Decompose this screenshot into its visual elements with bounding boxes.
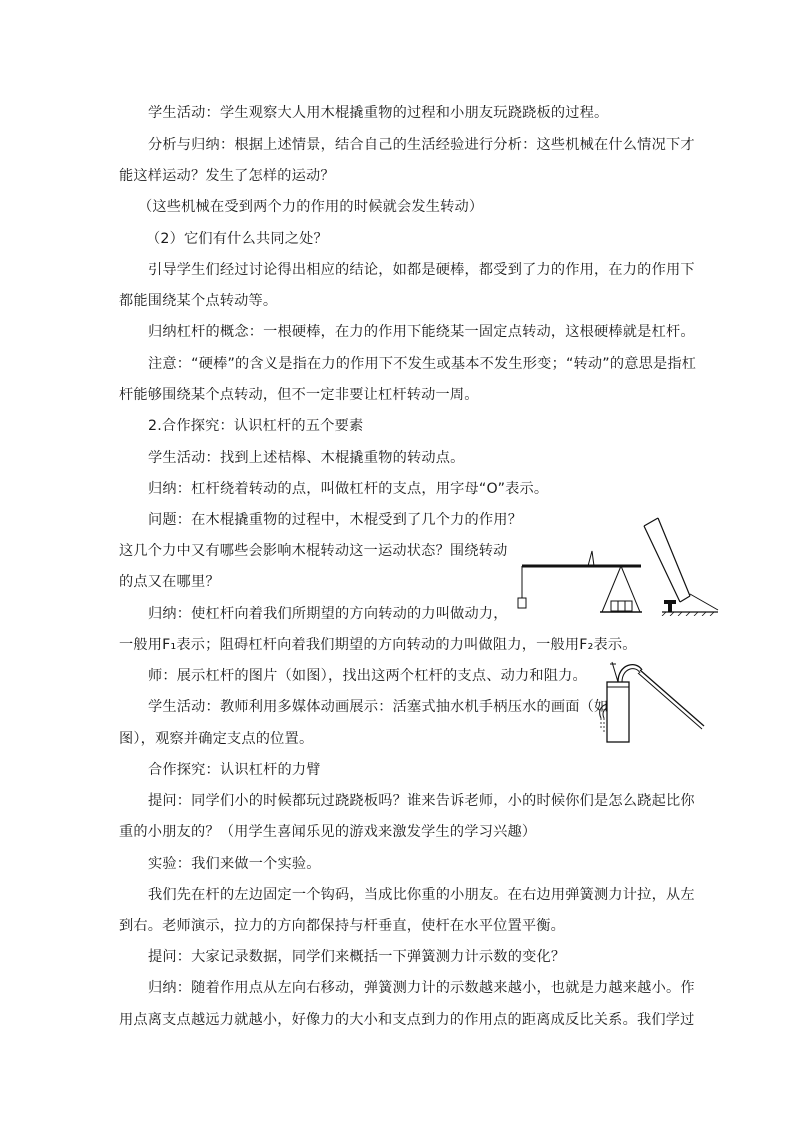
paragraph-guide-line2: 都能围绕某个点转动等。 — [119, 293, 278, 309]
paragraph-note-line2: 杆能够围绕某个点转动，但不一定非要让杠杆转动一周。 — [119, 387, 479, 403]
paragraph-conclusion-line2: 用点离支点越远力就越小，好像力的大小和支点到力的作用点的距离成反比关系。我们学过 — [119, 1012, 695, 1028]
paragraph-experiment-setup-line2: 到右。老师演示，拉力的方向都保持与杆垂直，使杆在水平位置平衡。 — [119, 918, 566, 934]
paragraph-analysis-line1: 分析与归纳：根据上述情景，结合自己的生活经验进行分析：这些机械在什么情况下才 — [148, 137, 695, 153]
paragraph-question-forces-line2: 这几个力中又有哪些会影响木棍转动这一运动状态？围绕转动 — [119, 543, 508, 559]
crowbar-figure — [638, 514, 724, 616]
paragraph-seesaw-question-line2: 重的小朋友的？（用学生喜闻乐见的游戏来激发学生的学习兴趣） — [119, 824, 537, 840]
paragraph-fulcrum-definition: 归纳：杠杆绕着转动的点，叫做杠杆的支点，用字母“O”表示。 — [148, 481, 549, 497]
paragraph-experiment: 实验：我们来做一个实验。 — [148, 856, 321, 872]
paragraph-teacher-show: 师：展示杠杆的图片（如图），找出这两个杠杆的支点、动力和阻力。 — [148, 668, 587, 684]
paragraph-question-forces: 问题：在木棍撬重物的过程中，木棍受到了几个力的作用？ — [148, 512, 523, 528]
water-pump-drawing — [592, 654, 712, 744]
paragraph-effort-definition: 归纳：使杠杆向着我们所期望的方向转动的力叫做动力， — [148, 606, 508, 622]
paragraph-guide-line1: 引导学生们经过讨论得出相应的结论，如都是硬棒，都受到了力的作用，在力的作用下 — [148, 262, 695, 278]
paragraph-question-common: （2）它们有什么共同之处？ — [146, 231, 328, 247]
paragraph-answer-two-forces: （这些机械在受到两个力的作用的时候就会发生转动） — [138, 199, 484, 215]
paragraph-note-line1: 注意：“硬棒”的含义是指在力的作用下不发生或基本不发生形变；“转动”的意思是指杠 — [148, 356, 697, 372]
paragraph-find-pivot: 学生活动：找到上述桔槔、木棍撬重物的转动点。 — [148, 450, 465, 466]
paragraph-analysis-line2: 能这样运动？发生了怎样的运动？ — [119, 168, 335, 184]
paragraph-lever-definition: 归纳杠杆的概念：一根硬棒，在力的作用下能绕某一固定点转动，这根硬棒就是杠杆。 — [148, 324, 695, 340]
paragraph-seesaw-question-line1: 提问：同学们小的时候都玩过跷跷板吗？谁来告诉老师，小的时候你们是怎么跷起比你 — [148, 793, 695, 809]
paragraph-record-data: 提问：大家记录数据，同学们来概括一下弹簧测力计示数的变化？ — [148, 949, 566, 965]
crowbar-drawing — [638, 514, 724, 616]
paragraph-student-activity-observe: 学生活动：学生观察大人用木棍撬重物的过程和小朋友玩跷跷板的过程。 — [148, 105, 609, 121]
lever-balance-drawing — [516, 546, 646, 622]
paragraph-conclusion-line1: 归纳：随着作用点从左向右移动，弹簧测力计的示数越来越小，也就是力越来越小。作 — [148, 980, 695, 996]
paragraph-question-forces-line3: 的点又在哪里？ — [119, 574, 220, 590]
lever-balance-figure — [516, 546, 646, 622]
paragraph-multimedia-line1: 学生活动：教师利用多媒体动画展示：活塞式抽水机手柄压水的画面（如 — [148, 699, 609, 715]
section-heading-five-elements: 2.合作探究：认识杠杆的五个要素 — [148, 418, 364, 434]
water-pump-figure — [592, 654, 712, 744]
paragraph-resistance-definition: 一般用F₁表示；阻碍杠杆向着我们期望的方向转动的力叫做阻力，一般用F₂表示。 — [119, 637, 637, 653]
paragraph-experiment-setup-line1: 我们先在杆的左边固定一个钩码，当成比你重的小朋友。在右边用弹簧测力计拉，从左 — [148, 887, 695, 903]
section-heading-lever-arm: 合作探究：认识杠杆的力臂 — [148, 762, 321, 778]
paragraph-multimedia-line2: 图），观察并确定支点的位置。 — [119, 731, 314, 747]
